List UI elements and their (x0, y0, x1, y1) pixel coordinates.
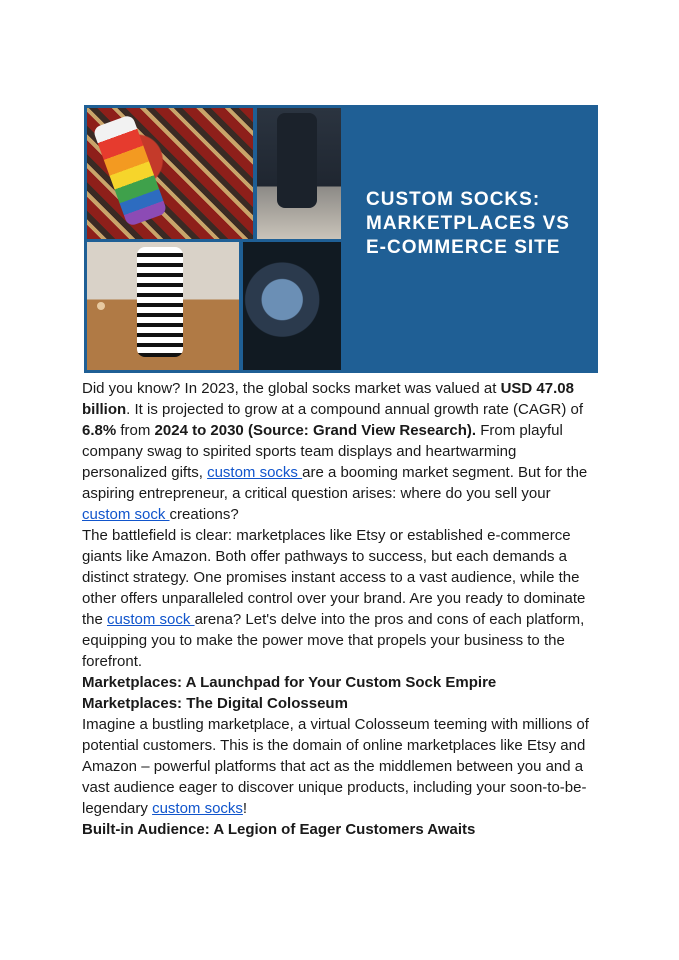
graffiti-sock-photo (243, 242, 341, 370)
article-body (82, 378, 602, 840)
banner-title: CUSTOM SOCKS: MARKETPLACES VS E-COMMERCE SITE (366, 189, 570, 258)
section-heading-marketplaces: Marketplaces: A Launchpad for Your Custom Sock Empire (82, 674, 497, 691)
colosseum-paragraph: Imagine a bustling marketplace, a virtual Colosseum teeming with millions of potential customers. This is the domain of online marketplaces like Etsy and Amazon – powerful platforms that act as the middlemen between you and a vast audience eager to discover unique products, including your soon-to-be-legendary custom socks! (82, 716, 589, 817)
custom-sock-link[interactable]: custom sock (82, 506, 170, 523)
subheading-digital-colosseum: Marketplaces: The Digital Colosseum (82, 695, 348, 712)
hero-banner (84, 105, 598, 373)
dark-sock-photo (257, 108, 341, 239)
rainbow-sock-photo (87, 108, 253, 239)
intro-paragraph: Did you know? In 2023, the global socks market was valued at USD 47.08 billion. It is projected to grow at a compound annual growth rate (CAGR) of 6.8% from 2024 to 2030 (Source: Grand View Research). From playful company swag to spirited sports team displays and heartwarming personalized gifts, custom socks are a booming market segment. But for the aspiring entrepreneur, a critical question arises: where do you sell your custom sock creations? (82, 380, 588, 523)
custom-socks-link-2[interactable]: custom socks (152, 800, 243, 817)
battlefield-paragraph: The battlefield is clear: marketplaces like Etsy or established e-commerce giants like Amazon. Both offer pathways to success, but each demands a distinct strategy. One promises instant access to a vast audience, while the other offers unparalleled control over your brand. Are you ready to dominate the custom sock arena? Let's delve into the pros and cons of each platform, equipping you to make the power move that propels your business to the forefront. (82, 527, 586, 670)
cagr-value: 6.8% (82, 422, 117, 439)
custom-socks-link[interactable]: custom socks (207, 464, 303, 481)
patterned-sock-photo (87, 242, 239, 370)
source-citation: 2024 to 2030 (Source: Grand View Research). (154, 422, 477, 439)
subheading-built-in-audience: Built-in Audience: A Legion of Eager Customers Awaits (82, 821, 476, 838)
custom-sock-link-2[interactable]: custom sock (107, 611, 195, 628)
market-value: USD 47.08 billion (82, 380, 574, 418)
